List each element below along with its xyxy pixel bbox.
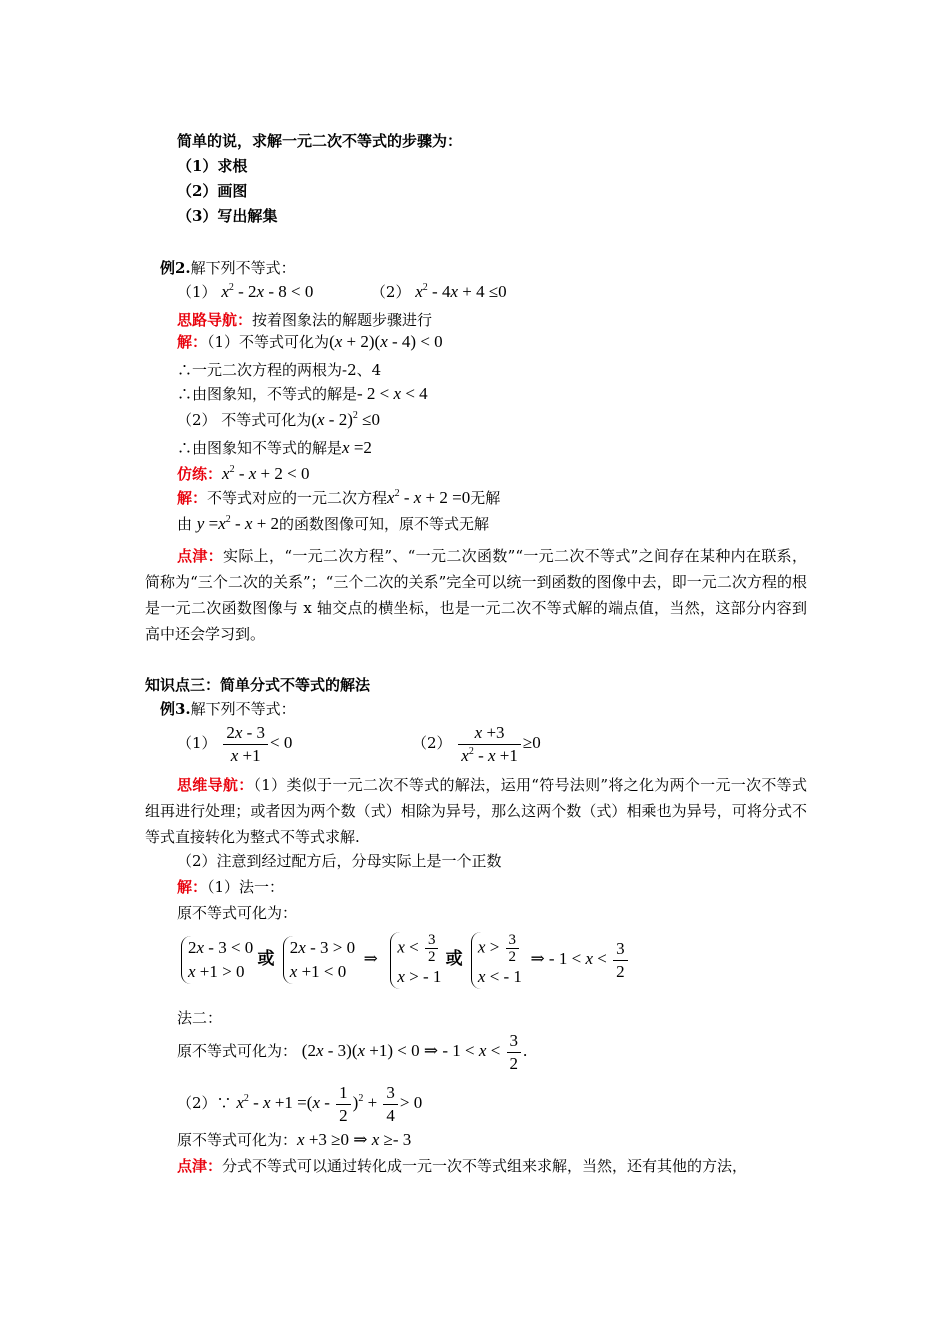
example2-conclusion-1: ∴由图象知，不等式的解是- 2 < x < 4 <box>177 384 428 403</box>
practice-formula: $x^2 - x + 2 < 0$ <box>222 464 310 483</box>
example2-p1-label: （1） <box>177 283 217 301</box>
example2-idea-label: 思路导航： <box>177 311 253 329</box>
system-3: x < $\frac{3}{2}$ x > - 1 <box>390 932 441 989</box>
summary-step-3: （3）写出解集 <box>177 207 278 225</box>
summary-step-2: （2）画图 <box>177 182 248 200</box>
example2-sol1-prefix: （1）不等式可化为 <box>207 333 330 351</box>
example3-method2-label: 法二： <box>177 1009 223 1027</box>
example2-p2-formula: $x^2 - 4x + 4 \le 0$ <box>415 282 507 301</box>
example2-solution-1 <box>177 332 443 352</box>
example2-conclusion-2: ∴由图象知不等式的解是x =2 <box>177 438 372 457</box>
example2-solution-2: （2） 不等式可化为(x - 2)$^2$ ≤0 <box>177 410 380 429</box>
part2-formula: $x^2 - x +1 =(x$ - $\frac{1}{2}$ )$^2$ + $\frac{3}{4}$ > 0 <box>236 1082 423 1125</box>
example2-heading <box>160 258 296 278</box>
example2-prompt: 解下列不等式： <box>190 259 296 277</box>
example2-practice: 仿练：$x^2 - x + 2 < 0$ <box>177 464 310 483</box>
example3-p2-formula: $\frac{x +3}{x^2 - x +1}$ ≥0 <box>456 733 540 752</box>
example3-problems: （1） $\frac{2x - 3}{x +1}$ < 0 （2） $\frac{x +3}{x^2 - x +1}$ ≥0 <box>177 722 541 765</box>
example2-sol-label: 解： <box>177 333 208 351</box>
example2-idea <box>177 310 432 330</box>
example2-roots: ∴一元二次方程的两根为-2、4 <box>177 361 382 379</box>
example2-practice-line2: 由 $y =x^2 - x + 2$的函数图像可知，原不等式无解 <box>177 514 490 533</box>
example2-p1-formula: $x^2 - 2x - 8 < 0$ <box>221 282 314 301</box>
example2-note: 点津：实际上，“一元二次方程”、“一元二次函数”“一元二次不等式”之间存在某种内在联系，简称为“三个二次的关系”；“三个二次的关系”完全可以统一到函数的图像中去，即一元二次方程的根是一元二次函数图像与 x 轴交点的横坐标，也是一元二次不等式解的端点值，当然，这部分内容到高中还会学习到。 <box>145 547 807 643</box>
or-word-1: 或 <box>257 949 275 968</box>
system-2: 2x - 3 > 0 x +1 < 0 <box>283 936 355 984</box>
example2-problems <box>177 282 507 302</box>
or-word-2: 或 <box>445 949 463 968</box>
example3-heading: 例3.解下列不等式： <box>160 700 296 718</box>
example3-p1-formula: $\frac{2x - 3}{x +1}$ < 0 <box>221 733 292 752</box>
summary-step-1: （1）求根 <box>177 157 248 175</box>
example3-part2-conclusion: 原不等式可化为：x +3 ≥0 ⇒ x ≥- 3 <box>177 1130 412 1149</box>
example2-sol1-formula: (x + 2)(x - 4) < 0 <box>329 332 443 351</box>
example3-idea-2: （2）注意到经过配方后，分母实际上是一个正数 <box>177 852 502 870</box>
example3-system: 2x - 3 < 0 x +1 > 0 或 2x - 3 > 0 x +1 < 0 ⇒ x < $\frac{3}{2}$ x > - 1 或 x > $\frac{3}{2}$ x < - 1 ⇒ - 1 < x < $\frac{3}{2}$ <box>177 925 630 993</box>
method2-formula: (2x - 3)(x +1) < 0 ⇒ - 1 < x < $\frac{3}{2}$ . <box>301 1030 528 1073</box>
practice-function: $y =x^2 - x + 2$ <box>196 514 280 533</box>
system-1: 2x - 3 < 0 x +1 > 0 <box>181 936 253 984</box>
example3-idea: 思维导航：（1）类似于一元二次不等式的解法，运用“符号法则”将之化为两个一元一次不等式组再进行处理；或者因为两个数（式）相除为异号，那么这两个数（式）相乘也为异号，可将分式不等式直接转化为整式不等式求解. <box>145 776 807 846</box>
example2-sol2-formula: (x - 2)$^2$ ≤0 <box>311 410 380 429</box>
example2-p2-label: （2） <box>370 283 411 301</box>
example2-conclusion2-formula: x =2 <box>342 438 372 457</box>
example3-part2: （2）∵ $x^2 - x +1 =(x$ - $\frac{1}{2}$ )$^2$ + $\frac{3}{4}$ > 0 <box>177 1082 423 1125</box>
summary-title: 简单的说，求解一元二次不等式的步骤为： <box>177 132 463 150</box>
example2-idea-text: 按着图象法的解题步骤进行 <box>252 311 433 329</box>
example3-transform: 原不等式可化为： <box>177 904 298 922</box>
example2-practice-solution: 解：不等式对应的一元二次方程$x^2 - x + 2 =0$无解 <box>177 488 501 507</box>
example2-label: 例2. <box>160 259 191 277</box>
section3-title: 知识点三：简单分式不等式的解法 <box>145 676 371 694</box>
part2-conclusion-formula: x +3 ≥0 ⇒ x ≥- 3 <box>297 1130 412 1149</box>
practice-equation: $x^2 - x + 2 =0$ <box>387 488 471 507</box>
example3-solution: 解：（1）法一： <box>177 878 285 896</box>
example3-note: 点津：分式不等式可以通过转化成一元一次不等式组来求解，当然，还有其他的方法， <box>177 1157 748 1175</box>
example2-conclusion1-formula: - 2 < x < 4 <box>357 384 428 403</box>
example3-method2: 原不等式可化为： (2x - 3)(x +1) < 0 ⇒ - 1 < x < $\frac{3}{2}$ . <box>177 1030 528 1073</box>
system-4: x > $\frac{3}{2}$ x < - 1 <box>471 932 522 989</box>
